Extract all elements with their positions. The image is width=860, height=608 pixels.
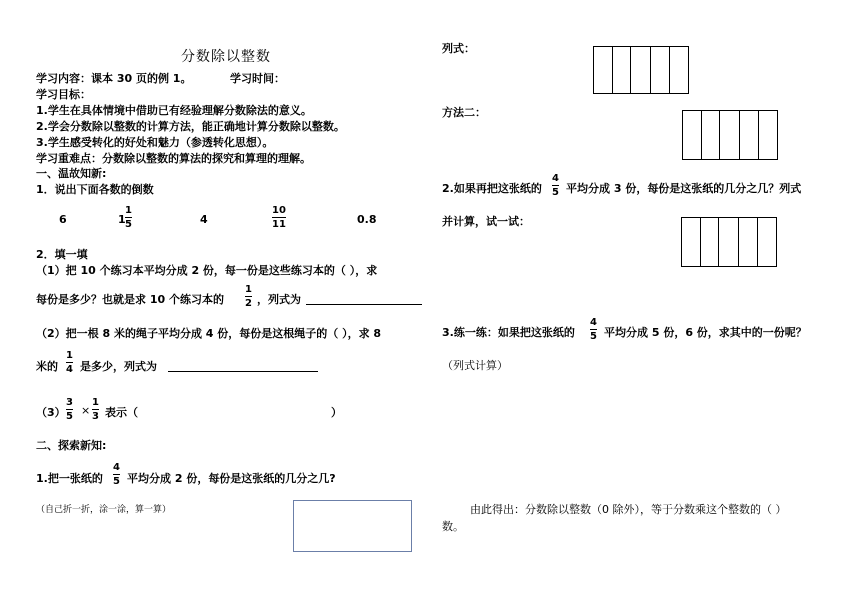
grid-cell[interactable] <box>613 47 632 93</box>
goal-2: 2.学会分数除以整数的计算方法，能正确地计算分数除以整数。 <box>36 120 345 133</box>
grid-cell[interactable] <box>720 111 740 159</box>
paper-folding-box[interactable] <box>293 500 412 552</box>
fraction-numerator: 4 <box>552 173 559 184</box>
fraction-denominator: 3 <box>92 411 99 422</box>
grid-cell[interactable] <box>683 111 702 159</box>
number-6: 6 <box>59 213 67 226</box>
example-2-a: 2.如果再把这张纸的 <box>442 182 542 195</box>
fill-1-line-a: （1）把 10 个练习本平均分成 2 份，每一份是这些练习本的（ ），求 <box>36 264 378 277</box>
fill-2-line-a: （2）把一根 8 米的绳子平均分成 4 份，每份是这根绳子的（ ），求 8 <box>36 327 382 340</box>
example-1-b: 平均分成 2 份，每份是这张纸的几分之几? <box>127 472 336 485</box>
section-2-heading: 二、探索新知: <box>36 439 107 452</box>
example-1-hint: （自己折一折，涂一涂，算一算） <box>36 505 172 515</box>
time-label: 学习时间： <box>230 72 285 85</box>
number-4: 4 <box>200 213 208 226</box>
method-2-label: 方法二： <box>442 106 486 119</box>
grid-cell[interactable] <box>682 218 701 266</box>
fill-1-line-c: ，列式为 <box>257 293 301 306</box>
goals-label: 学习目标： <box>36 88 91 101</box>
fill-2-line-b: 米的 <box>36 360 58 373</box>
grid-cell[interactable] <box>758 218 776 266</box>
fraction-bar <box>552 185 559 186</box>
fraction-bar <box>113 474 120 475</box>
fraction-denominator: 5 <box>66 411 73 422</box>
fraction-bar <box>66 362 73 363</box>
example-1-fraction <box>113 462 120 487</box>
grid-cell[interactable] <box>631 47 651 93</box>
key-points: 学习重难点：分数除以整数的算法的探究和算理的理解。 <box>36 152 311 165</box>
goal-1: 1.学生在具体情境中借助已有经验理解分数除法的意义。 <box>36 104 312 117</box>
grid-cell[interactable] <box>701 218 720 266</box>
grid-cell[interactable] <box>670 47 688 93</box>
fraction-numerator: 4 <box>113 462 120 473</box>
fraction-denominator: 5 <box>113 476 120 487</box>
conclusion-line-b: 数。 <box>442 520 464 533</box>
fraction-numerator: 4 <box>590 317 597 328</box>
fill-1-line-b: 每份是多少？也就是求 10 个练习本的 <box>36 293 224 306</box>
example-3-a: 3.练一练：如果把这张纸的 <box>442 326 575 339</box>
fraction-numerator: 1 <box>92 397 99 408</box>
answer-grid-3[interactable] <box>681 217 777 267</box>
page-title: 分数除以整数 <box>181 49 271 65</box>
fill-1-answer-line[interactable] <box>306 304 422 305</box>
fraction-denominator: 5 <box>125 219 132 230</box>
example-2-b: 平均分成 3 份，每份是这张纸的几分之几？列式 <box>566 182 802 195</box>
fraction-bar <box>66 409 73 410</box>
answer-grid-1[interactable] <box>593 46 689 94</box>
fill-2-answer-line[interactable] <box>168 371 318 372</box>
grid-cell[interactable] <box>651 47 671 93</box>
fraction-bar <box>590 329 597 330</box>
fraction-bar <box>125 217 132 218</box>
example-2-fraction <box>552 173 559 198</box>
fraction-numerator: 3 <box>66 397 73 408</box>
fill-3-prefix: （3） <box>36 406 66 419</box>
conclusion-line-a: 由此得出：分数除以整数（0 除外），等于分数乘这个整数的（ ） <box>470 503 787 516</box>
answer-grid-2[interactable] <box>682 110 778 160</box>
grid-cell[interactable] <box>719 218 739 266</box>
fraction-numerator: 1 <box>66 350 73 361</box>
content-label: 学习内容：课本 30 页的例 1。 <box>36 72 192 85</box>
fill-3-fraction-2 <box>92 397 99 422</box>
example-3-b: 平均分成 5 份，6 份，求其中的一份呢？ <box>604 326 807 339</box>
fraction-numerator: 1 <box>245 284 252 295</box>
fraction-bar <box>92 409 99 410</box>
fraction-numerator: 1 <box>125 205 132 216</box>
grid-cell[interactable] <box>739 218 759 266</box>
formula-label: 列式： <box>442 42 475 55</box>
fill-2-line-c: 是多少，列式为 <box>80 360 157 373</box>
fill-2-fraction <box>66 350 73 375</box>
fill-1-fraction <box>245 284 252 309</box>
mixed-number-fraction <box>125 205 132 230</box>
example-3-c: （列式计算） <box>442 359 508 372</box>
number-0-8: 0.8 <box>357 213 377 226</box>
fraction-denominator: 11 <box>272 219 286 230</box>
fraction-denominator: 2 <box>245 298 252 309</box>
question-2: 2．填一填 <box>36 248 88 261</box>
grid-cell[interactable] <box>594 47 613 93</box>
question-1: 1．说出下面各数的倒数 <box>36 183 154 196</box>
fraction-denominator: 5 <box>552 187 559 198</box>
example-3-fraction <box>590 317 597 342</box>
fraction-10-11 <box>272 205 286 230</box>
grid-cell[interactable] <box>759 111 777 159</box>
fill-3-text: 表示（ <box>105 406 138 419</box>
fill-3-close-paren: ） <box>331 406 342 419</box>
fraction-numerator: 10 <box>272 205 286 216</box>
fill-3-fraction-1 <box>66 397 73 422</box>
fraction-bar <box>272 217 286 218</box>
fraction-bar <box>245 296 252 297</box>
grid-cell[interactable] <box>740 111 760 159</box>
fraction-denominator: 4 <box>66 364 73 375</box>
section-1-heading: 一、温故知新: <box>36 167 107 180</box>
mixed-number-whole: 1 <box>118 213 126 226</box>
example-2-c: 并计算，试一试： <box>442 215 530 228</box>
example-1-a: 1.把一张纸的 <box>36 472 103 485</box>
grid-cell[interactable] <box>702 111 721 159</box>
goal-3: 3.学生感受转化的好处和魅力（参透转化思想）。 <box>36 136 274 149</box>
times-sign: × <box>81 404 91 417</box>
fraction-denominator: 5 <box>590 331 597 342</box>
